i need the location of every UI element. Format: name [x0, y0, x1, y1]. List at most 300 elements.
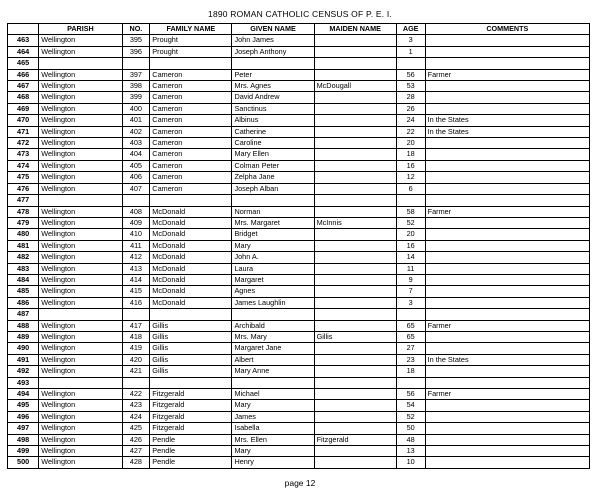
parish-cell: Wellington: [39, 217, 122, 228]
age-cell: 24: [396, 115, 425, 126]
table-row: [8, 183, 590, 194]
table-row: [8, 206, 590, 217]
family-name-cell: Cameron: [150, 92, 232, 103]
no-cell: 427: [122, 446, 150, 457]
comments-cell: [425, 446, 589, 457]
given-name-cell: [232, 195, 314, 206]
given-name-cell: Mary Anne: [232, 366, 314, 377]
family-name-cell: Fitzgerald: [150, 389, 232, 400]
row-number: 470: [8, 115, 39, 126]
no-cell: 426: [122, 434, 150, 445]
family-name-cell: Cameron: [150, 69, 232, 80]
page-number: page 12: [284, 478, 316, 488]
row-number: 482: [8, 252, 39, 263]
age-cell: 56: [396, 389, 425, 400]
family-name-cell: McDonald: [150, 206, 232, 217]
table-row: [8, 58, 590, 69]
parish-cell: Wellington: [39, 320, 122, 331]
given-name-cell: Bridget: [232, 229, 314, 240]
age-cell: 53: [396, 81, 425, 92]
parish-cell: Wellington: [39, 229, 122, 240]
parish-cell: Wellington: [39, 206, 122, 217]
comments-cell: [425, 343, 589, 354]
given-name-cell: Albert: [232, 354, 314, 365]
given-name-cell: Mrs. Ellen: [232, 434, 314, 445]
parish-cell: Wellington: [39, 138, 122, 149]
no-cell: 417: [122, 320, 150, 331]
parish-cell: Wellington: [39, 446, 122, 457]
table-row: [8, 366, 590, 377]
row-number: 466: [8, 69, 39, 80]
table-row: [8, 126, 590, 137]
parish-cell: Wellington: [39, 423, 122, 434]
age-cell: 6: [396, 183, 425, 194]
comments-cell: [425, 160, 589, 171]
maiden-name-cell: [314, 183, 396, 194]
given-name-cell: Catherine: [232, 126, 314, 137]
row-number: 499: [8, 446, 39, 457]
maiden-name-cell: [314, 46, 396, 57]
comments-cell: [425, 35, 589, 46]
age-cell: 22: [396, 126, 425, 137]
comments-cell: [425, 183, 589, 194]
maiden-name-cell: [314, 160, 396, 171]
maiden-name-cell: [314, 240, 396, 251]
given-name-cell: Mrs. Agnes: [232, 81, 314, 92]
parish-cell: Wellington: [39, 354, 122, 365]
row-number: 478: [8, 206, 39, 217]
comments-cell: [425, 92, 589, 103]
maiden-name-cell: [314, 457, 396, 468]
comments-cell: In the States: [425, 354, 589, 365]
table-row: [8, 457, 590, 468]
comments-cell: Farmer: [425, 389, 589, 400]
parish-cell: [39, 58, 122, 69]
family-name-cell: [150, 58, 232, 69]
family-name-cell: Fitzgerald: [150, 411, 232, 422]
age-cell: 65: [396, 331, 425, 342]
maiden-name-cell: [314, 286, 396, 297]
comments-cell: [425, 138, 589, 149]
age-cell: 1: [396, 46, 425, 57]
given-name-cell: Joseph Anthony: [232, 46, 314, 57]
parish-cell: Wellington: [39, 297, 122, 308]
age-cell: 3: [396, 297, 425, 308]
given-name-cell: Norman: [232, 206, 314, 217]
row-number: 488: [8, 320, 39, 331]
parish-cell: Wellington: [39, 252, 122, 263]
table-row: [8, 172, 590, 183]
row-number: 465: [8, 58, 39, 69]
comments-cell: [425, 366, 589, 377]
maiden-name-cell: [314, 423, 396, 434]
row-number: 463: [8, 35, 39, 46]
family-name-cell: Pendle: [150, 446, 232, 457]
census-body: [8, 35, 590, 468]
comments-cell: [425, 263, 589, 274]
no-cell: 414: [122, 274, 150, 285]
maiden-name-cell: [314, 195, 396, 206]
comments-cell: Farmer: [425, 206, 589, 217]
row-number: 475: [8, 172, 39, 183]
header-comments: COMMENTS: [425, 24, 589, 35]
age-cell: 65: [396, 320, 425, 331]
table-row: [8, 400, 590, 411]
no-cell: 428: [122, 457, 150, 468]
age-cell: 56: [396, 69, 425, 80]
age-cell: 18: [396, 149, 425, 160]
maiden-name-cell: Fitzgerald: [314, 434, 396, 445]
no-cell: [122, 377, 150, 388]
given-name-cell: Henry: [232, 457, 314, 468]
family-name-cell: Cameron: [150, 115, 232, 126]
table-row: [8, 240, 590, 251]
family-name-cell: McDonald: [150, 229, 232, 240]
no-cell: 410: [122, 229, 150, 240]
row-number: 492: [8, 366, 39, 377]
parish-cell: Wellington: [39, 69, 122, 80]
row-number: 498: [8, 434, 39, 445]
maiden-name-cell: [314, 263, 396, 274]
no-cell: 412: [122, 252, 150, 263]
row-number: 467: [8, 81, 39, 92]
age-cell: [396, 309, 425, 320]
parish-cell: [39, 377, 122, 388]
parish-cell: Wellington: [39, 160, 122, 171]
row-number: 485: [8, 286, 39, 297]
row-number: 493: [8, 377, 39, 388]
table-row: [8, 217, 590, 228]
header-given-name: GIVEN NAME: [232, 24, 314, 35]
comments-cell: [425, 286, 589, 297]
given-name-cell: Laura: [232, 263, 314, 274]
age-cell: 23: [396, 354, 425, 365]
row-number: 490: [8, 343, 39, 354]
table-row: [8, 320, 590, 331]
given-name-cell: Margaret: [232, 274, 314, 285]
parish-cell: Wellington: [39, 240, 122, 251]
comments-cell: [425, 457, 589, 468]
row-number: 479: [8, 217, 39, 228]
maiden-name-cell: Gillis: [314, 331, 396, 342]
row-number: 480: [8, 229, 39, 240]
table-row: [8, 160, 590, 171]
family-name-cell: Cameron: [150, 81, 232, 92]
family-name-cell: McDonald: [150, 263, 232, 274]
row-number: 497: [8, 423, 39, 434]
row-number: 486: [8, 297, 39, 308]
maiden-name-cell: [314, 320, 396, 331]
table-row: [8, 411, 590, 422]
table-row: [8, 81, 590, 92]
parish-cell: Wellington: [39, 183, 122, 194]
family-name-cell: [150, 195, 232, 206]
parish-cell: Wellington: [39, 103, 122, 114]
parish-cell: Wellington: [39, 149, 122, 160]
no-cell: 397: [122, 69, 150, 80]
family-name-cell: [150, 377, 232, 388]
header-family-name: FAMILY NAME: [150, 24, 232, 35]
header-age: AGE: [396, 24, 425, 35]
parish-cell: Wellington: [39, 457, 122, 468]
row-number: 500: [8, 457, 39, 468]
table-row: [8, 343, 590, 354]
family-name-cell: [150, 309, 232, 320]
family-name-cell: McDonald: [150, 286, 232, 297]
no-cell: 413: [122, 263, 150, 274]
row-number: 473: [8, 149, 39, 160]
family-name-cell: Cameron: [150, 172, 232, 183]
maiden-name-cell: [314, 354, 396, 365]
comments-cell: [425, 434, 589, 445]
given-name-cell: Mrs. Mary: [232, 331, 314, 342]
parish-cell: Wellington: [39, 400, 122, 411]
age-cell: 13: [396, 446, 425, 457]
header-maiden-name: MAIDEN NAME: [314, 24, 396, 35]
given-name-cell: [232, 58, 314, 69]
maiden-name-cell: [314, 366, 396, 377]
given-name-cell: John A.: [232, 252, 314, 263]
family-name-cell: McDonald: [150, 252, 232, 263]
parish-cell: Wellington: [39, 172, 122, 183]
given-name-cell: Mary: [232, 400, 314, 411]
age-cell: 14: [396, 252, 425, 263]
parish-cell: Wellington: [39, 81, 122, 92]
comments-cell: Farmer: [425, 320, 589, 331]
parish-cell: Wellington: [39, 92, 122, 103]
age-cell: 20: [396, 138, 425, 149]
table-row: [8, 149, 590, 160]
family-name-cell: Cameron: [150, 160, 232, 171]
age-cell: [396, 58, 425, 69]
given-name-cell: Mary Ellen: [232, 149, 314, 160]
no-cell: 416: [122, 297, 150, 308]
age-cell: 7: [396, 286, 425, 297]
no-cell: 409: [122, 217, 150, 228]
row-number: 496: [8, 411, 39, 422]
table-row: [8, 446, 590, 457]
family-name-cell: Pendle: [150, 434, 232, 445]
given-name-cell: Peter: [232, 69, 314, 80]
maiden-name-cell: McInnis: [314, 217, 396, 228]
table-row: [8, 331, 590, 342]
age-cell: 54: [396, 400, 425, 411]
family-name-cell: Cameron: [150, 149, 232, 160]
table-row: [8, 389, 590, 400]
family-name-cell: Cameron: [150, 138, 232, 149]
table-row: [8, 263, 590, 274]
given-name-cell: Michael: [232, 389, 314, 400]
maiden-name-cell: [314, 297, 396, 308]
comments-cell: [425, 195, 589, 206]
header-row: [8, 24, 590, 35]
maiden-name-cell: [314, 411, 396, 422]
row-number: 495: [8, 400, 39, 411]
maiden-name-cell: [314, 229, 396, 240]
age-cell: 52: [396, 411, 425, 422]
age-cell: 27: [396, 343, 425, 354]
table-row: [8, 229, 590, 240]
table-row: [8, 297, 590, 308]
maiden-name-cell: [314, 92, 396, 103]
maiden-name-cell: [314, 69, 396, 80]
comments-cell: [425, 172, 589, 183]
given-name-cell: Albinus: [232, 115, 314, 126]
table-row: [8, 434, 590, 445]
given-name-cell: Sanctinus: [232, 103, 314, 114]
family-name-cell: Cameron: [150, 183, 232, 194]
table-row: [8, 286, 590, 297]
given-name-cell: Mary: [232, 240, 314, 251]
age-cell: 52: [396, 217, 425, 228]
no-cell: 422: [122, 389, 150, 400]
row-number: 483: [8, 263, 39, 274]
maiden-name-cell: [314, 274, 396, 285]
parish-cell: Wellington: [39, 35, 122, 46]
comments-cell: [425, 400, 589, 411]
parish-cell: Wellington: [39, 115, 122, 126]
no-cell: 423: [122, 400, 150, 411]
comments-cell: [425, 46, 589, 57]
row-number: 477: [8, 195, 39, 206]
age-cell: 48: [396, 434, 425, 445]
maiden-name-cell: [314, 126, 396, 137]
comments-cell: [425, 377, 589, 388]
comments-cell: [425, 297, 589, 308]
comments-cell: [425, 274, 589, 285]
age-cell: 16: [396, 240, 425, 251]
no-cell: 408: [122, 206, 150, 217]
row-number: 469: [8, 103, 39, 114]
table-row: [8, 354, 590, 365]
no-cell: 395: [122, 35, 150, 46]
no-cell: 400: [122, 103, 150, 114]
no-cell: 406: [122, 172, 150, 183]
given-name-cell: Colman Peter: [232, 160, 314, 171]
family-name-cell: Gillis: [150, 354, 232, 365]
parish-cell: [39, 195, 122, 206]
row-number: 494: [8, 389, 39, 400]
family-name-cell: McDonald: [150, 217, 232, 228]
age-cell: 58: [396, 206, 425, 217]
table-row: [8, 377, 590, 388]
parish-cell: Wellington: [39, 286, 122, 297]
maiden-name-cell: [314, 206, 396, 217]
no-cell: 415: [122, 286, 150, 297]
family-name-cell: Prought: [150, 46, 232, 57]
family-name-cell: Prought: [150, 35, 232, 46]
table-row: [8, 195, 590, 206]
row-number: 484: [8, 274, 39, 285]
age-cell: 3: [396, 35, 425, 46]
no-cell: 399: [122, 92, 150, 103]
parish-cell: Wellington: [39, 389, 122, 400]
no-cell: 424: [122, 411, 150, 422]
row-number: 471: [8, 126, 39, 137]
given-name-cell: [232, 309, 314, 320]
maiden-name-cell: [314, 172, 396, 183]
header-row-number: [8, 24, 39, 35]
maiden-name-cell: [314, 115, 396, 126]
age-cell: [396, 377, 425, 388]
family-name-cell: McDonald: [150, 274, 232, 285]
family-name-cell: Gillis: [150, 331, 232, 342]
given-name-cell: [232, 377, 314, 388]
given-name-cell: Mrs. Margaret: [232, 217, 314, 228]
age-cell: 28: [396, 92, 425, 103]
no-cell: 418: [122, 331, 150, 342]
table-row: [8, 46, 590, 57]
maiden-name-cell: [314, 377, 396, 388]
comments-cell: [425, 149, 589, 160]
family-name-cell: Gillis: [150, 366, 232, 377]
given-name-cell: Zelpha Jane: [232, 172, 314, 183]
parish-cell: Wellington: [39, 434, 122, 445]
parish-cell: Wellington: [39, 263, 122, 274]
comments-cell: [425, 309, 589, 320]
comments-cell: In the States: [425, 115, 589, 126]
given-name-cell: James Laughlin: [232, 297, 314, 308]
table-row: [8, 115, 590, 126]
no-cell: [122, 58, 150, 69]
table-row: [8, 69, 590, 80]
age-cell: 18: [396, 366, 425, 377]
header-parish: PARISH: [39, 24, 122, 35]
age-cell: 20: [396, 229, 425, 240]
row-number: 476: [8, 183, 39, 194]
maiden-name-cell: [314, 389, 396, 400]
no-cell: 398: [122, 81, 150, 92]
age-cell: 11: [396, 263, 425, 274]
comments-cell: [425, 411, 589, 422]
no-cell: 419: [122, 343, 150, 354]
parish-cell: Wellington: [39, 274, 122, 285]
no-cell: 411: [122, 240, 150, 251]
no-cell: 396: [122, 46, 150, 57]
header-no: NO.: [122, 24, 150, 35]
age-cell: 12: [396, 172, 425, 183]
family-name-cell: Cameron: [150, 126, 232, 137]
row-number: 464: [8, 46, 39, 57]
family-name-cell: Fitzgerald: [150, 423, 232, 434]
given-name-cell: James: [232, 411, 314, 422]
family-name-cell: Gillis: [150, 343, 232, 354]
family-name-cell: Pendle: [150, 457, 232, 468]
parish-cell: [39, 309, 122, 320]
family-name-cell: McDonald: [150, 297, 232, 308]
table-row: [8, 35, 590, 46]
age-cell: 50: [396, 423, 425, 434]
comments-cell: [425, 58, 589, 69]
row-number: 474: [8, 160, 39, 171]
parish-cell: Wellington: [39, 331, 122, 342]
no-cell: 403: [122, 138, 150, 149]
no-cell: 421: [122, 366, 150, 377]
document-title: 1890 ROMAN CATHOLIC CENSUS OF P. E. I.: [208, 9, 392, 19]
maiden-name-cell: [314, 58, 396, 69]
maiden-name-cell: [314, 103, 396, 114]
comments-cell: [425, 81, 589, 92]
given-name-cell: Archibald: [232, 320, 314, 331]
comments-cell: [425, 240, 589, 251]
table-row: [8, 252, 590, 263]
given-name-cell: Mary: [232, 446, 314, 457]
parish-cell: Wellington: [39, 46, 122, 57]
census-table: [7, 23, 590, 469]
family-name-cell: Cameron: [150, 103, 232, 114]
comments-cell: [425, 217, 589, 228]
given-name-cell: Margaret Jane: [232, 343, 314, 354]
